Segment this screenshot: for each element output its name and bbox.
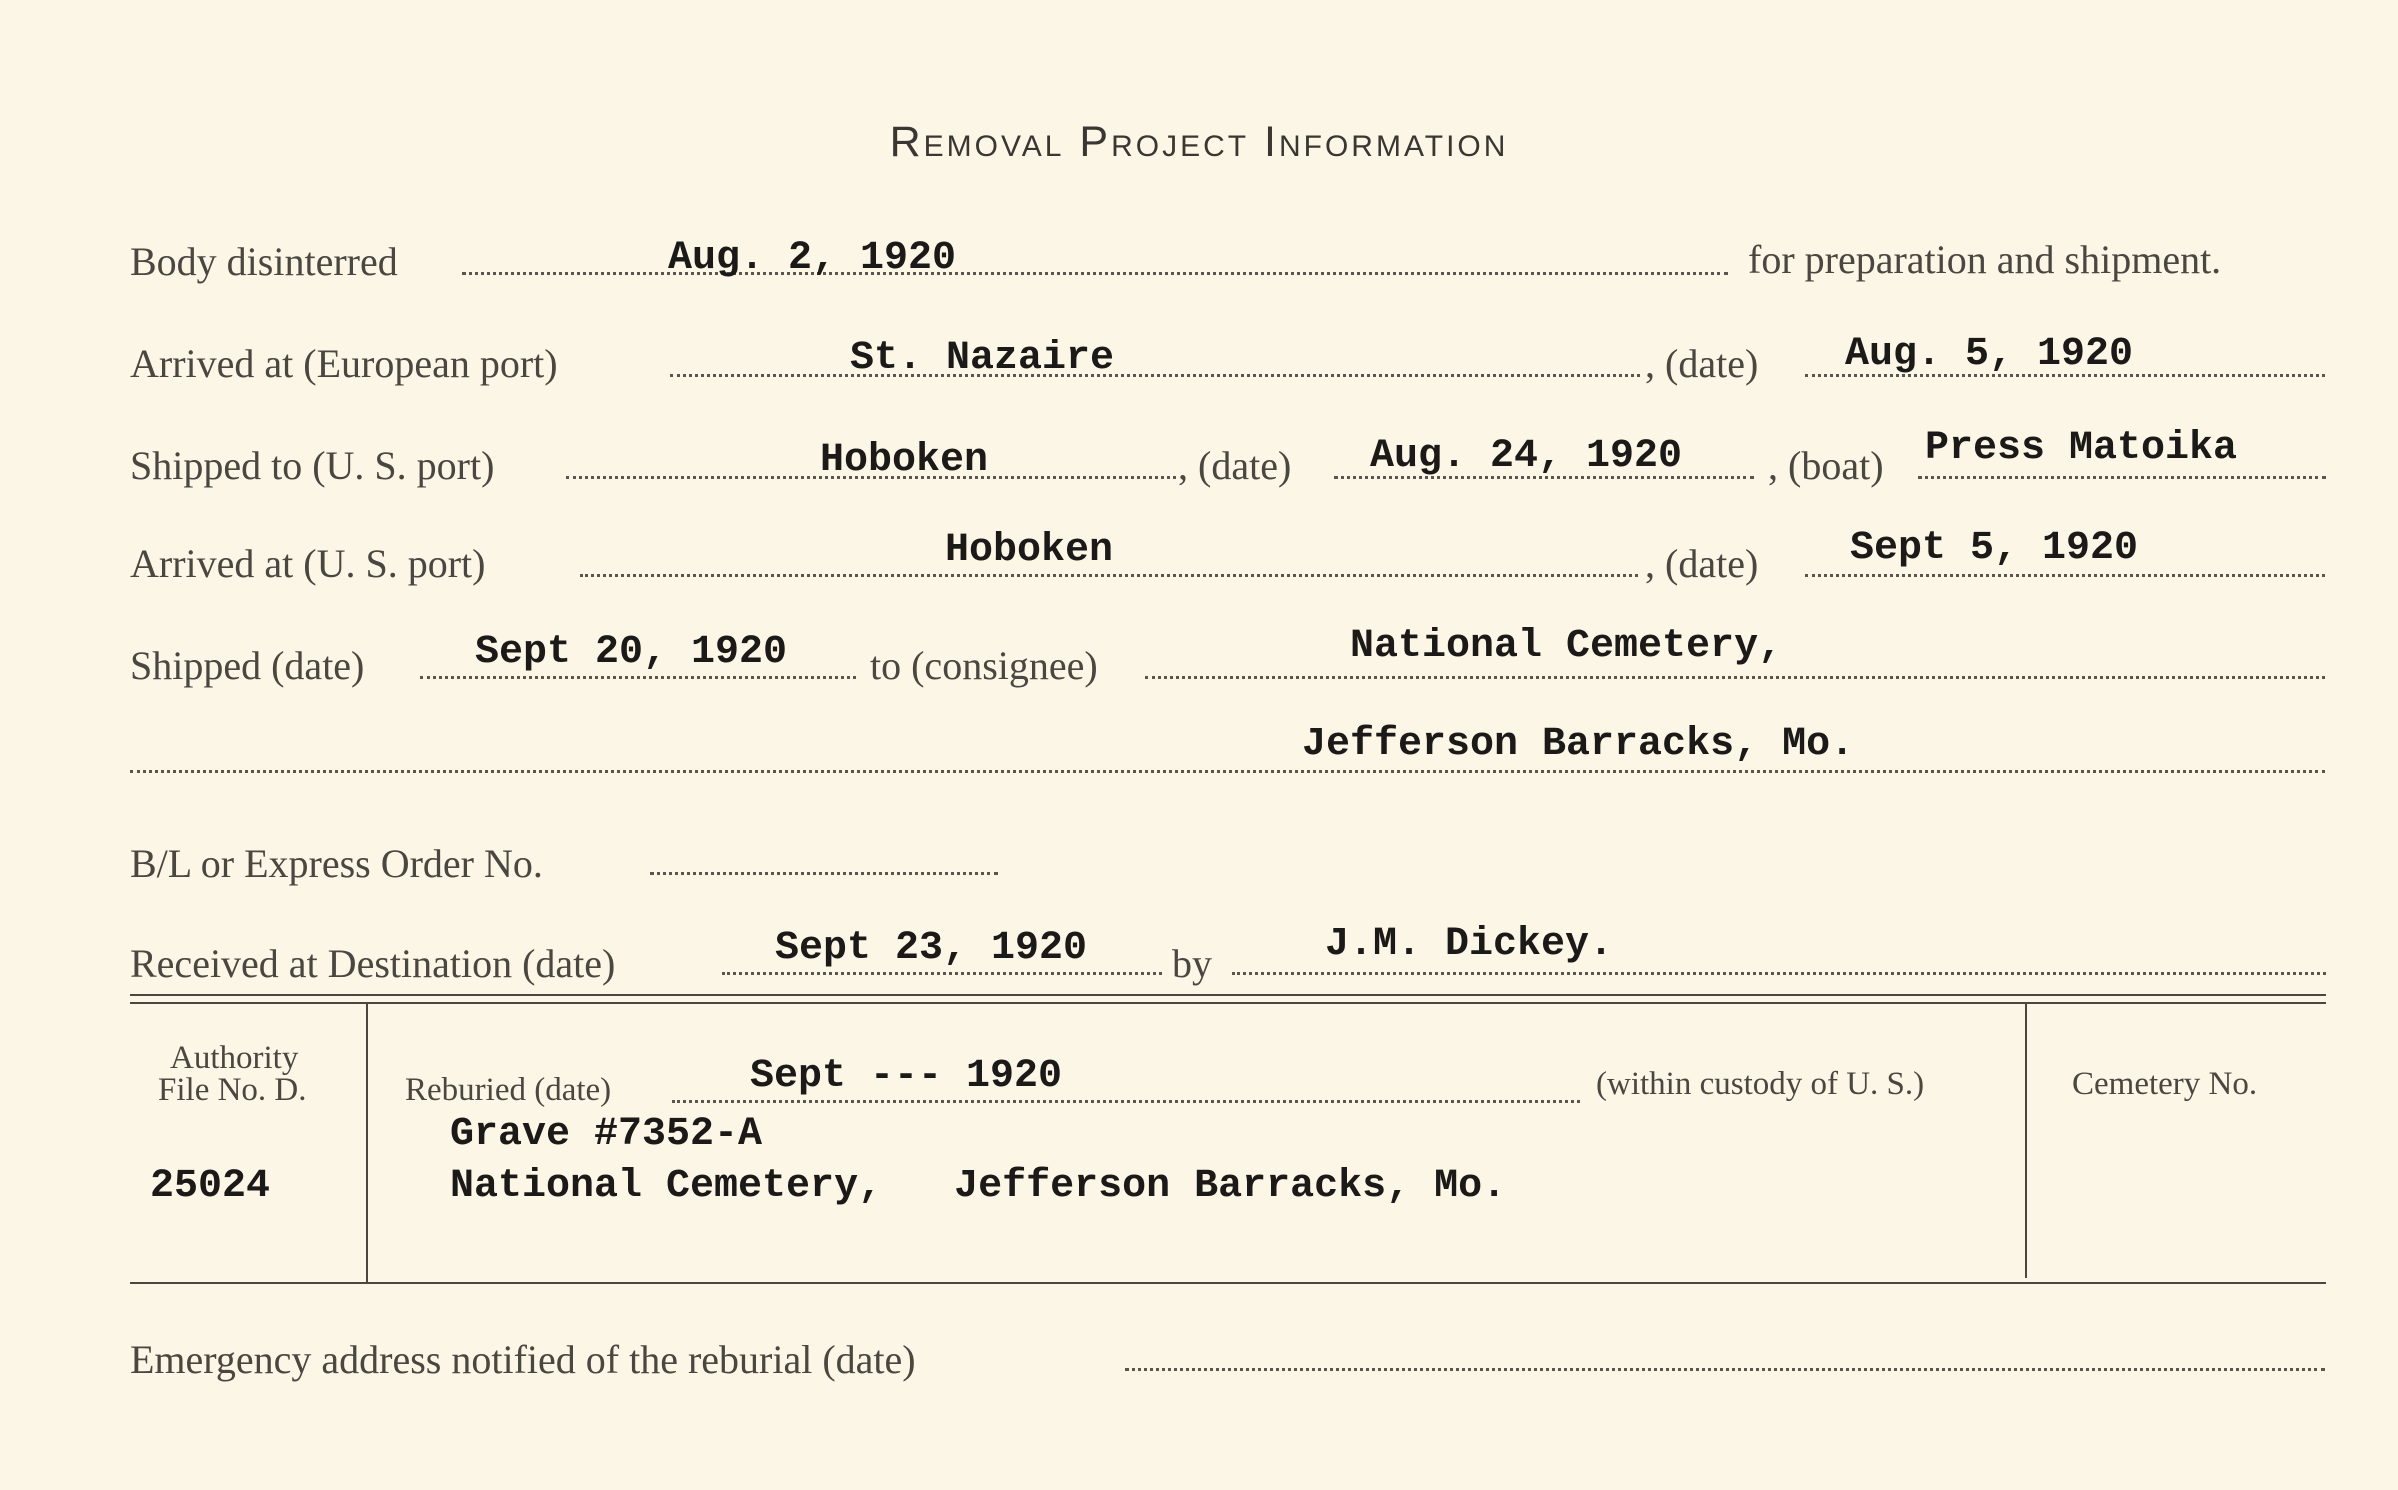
authority-value: 25024 [150,1164,271,1209]
shipped-label: Shipped (date) [130,643,365,688]
divider-bottom [130,1282,2326,1284]
arrived-us-date-label: , (date) [1645,541,1759,586]
arrived-eu-line [670,374,1640,377]
reburied-value: Sept --- 1920 [750,1054,1063,1099]
arrived-eu-date-label: , (date) [1645,341,1759,386]
grave-line-1: Grave #7352-A [450,1112,763,1157]
grave-line-2: National Cemetery, Jefferson Barracks, Mo. [450,1164,1507,1209]
shipped-us-value: Hoboken [820,438,989,483]
emergency-label: Emergency address notified of the reburial (date) [130,1337,916,1382]
shipped-us-date-label: , (date) [1178,443,1292,488]
cemetery-label: Cemetery No. [2072,1066,2258,1102]
shipped-us-boat-value: Press Matoika [1925,426,2238,471]
received-by-label: by [1172,941,1212,986]
bl-label: B/L or Express Order No. [130,841,543,886]
shipped-us-boat-label: , (boat) [1768,443,1884,488]
consignee-line-2 [130,770,2325,773]
divider-top-1 [130,994,2326,996]
authority-label-1: Authority [170,1040,299,1076]
arrived-eu-value: St. Nazaire [850,336,1115,381]
shipped-us-label: Shipped to (U. S. port) [130,443,495,488]
box-divider-left [366,1004,368,1282]
received-label: Received at Destination (date) [130,941,616,986]
custody-label: (within custody of U. S.) [1596,1066,1925,1102]
shipped-value: Sept 20, 1920 [475,630,788,675]
shipped-date-line [420,676,856,679]
disinterred-suffix: for preparation and shipment. [1748,237,2222,282]
arrived-us-date-value: Sept 5, 1920 [1850,526,2139,571]
divider-top-2 [130,1002,2326,1004]
shipped-us-date-value: Aug. 24, 1920 [1370,434,1683,479]
emergency-line [1125,1368,2325,1371]
disinterred-line [462,272,1728,275]
arrived-us-value: Hoboken [945,528,1114,573]
consignee-value-2: Jefferson Barracks, Mo. [1302,722,1855,767]
received-by-line [1232,972,2326,975]
authority-label-2: File No. D. [158,1072,307,1108]
consignee-line [1145,676,2325,679]
disinterred-label: Body disinterred [130,239,398,284]
arrived-eu-label: Arrived at (European port) [130,341,558,386]
arrived-us-line [580,574,1638,577]
shipped-us-boat-line [1918,476,2326,479]
bl-line [650,872,998,875]
arrived-us-label: Arrived at (U. S. port) [130,541,486,586]
reburied-line [672,1100,1580,1103]
reburied-label: Reburied (date) [405,1072,612,1108]
received-line [722,972,1162,975]
consignee-label: to (consignee) [870,643,1098,688]
received-value: Sept 23, 1920 [775,926,1088,971]
consignee-value: National Cemetery, [1350,624,1783,669]
arrived-us-date-line [1805,574,2325,577]
page-title: Removal Project Information [889,118,1509,166]
arrived-eu-date-value: Aug. 5, 1920 [1845,332,2134,377]
disinterred-value: Aug. 2, 1920 [668,236,957,281]
received-by-value: J.M. Dickey. [1325,922,1614,967]
box-divider-right [2025,1004,2027,1278]
